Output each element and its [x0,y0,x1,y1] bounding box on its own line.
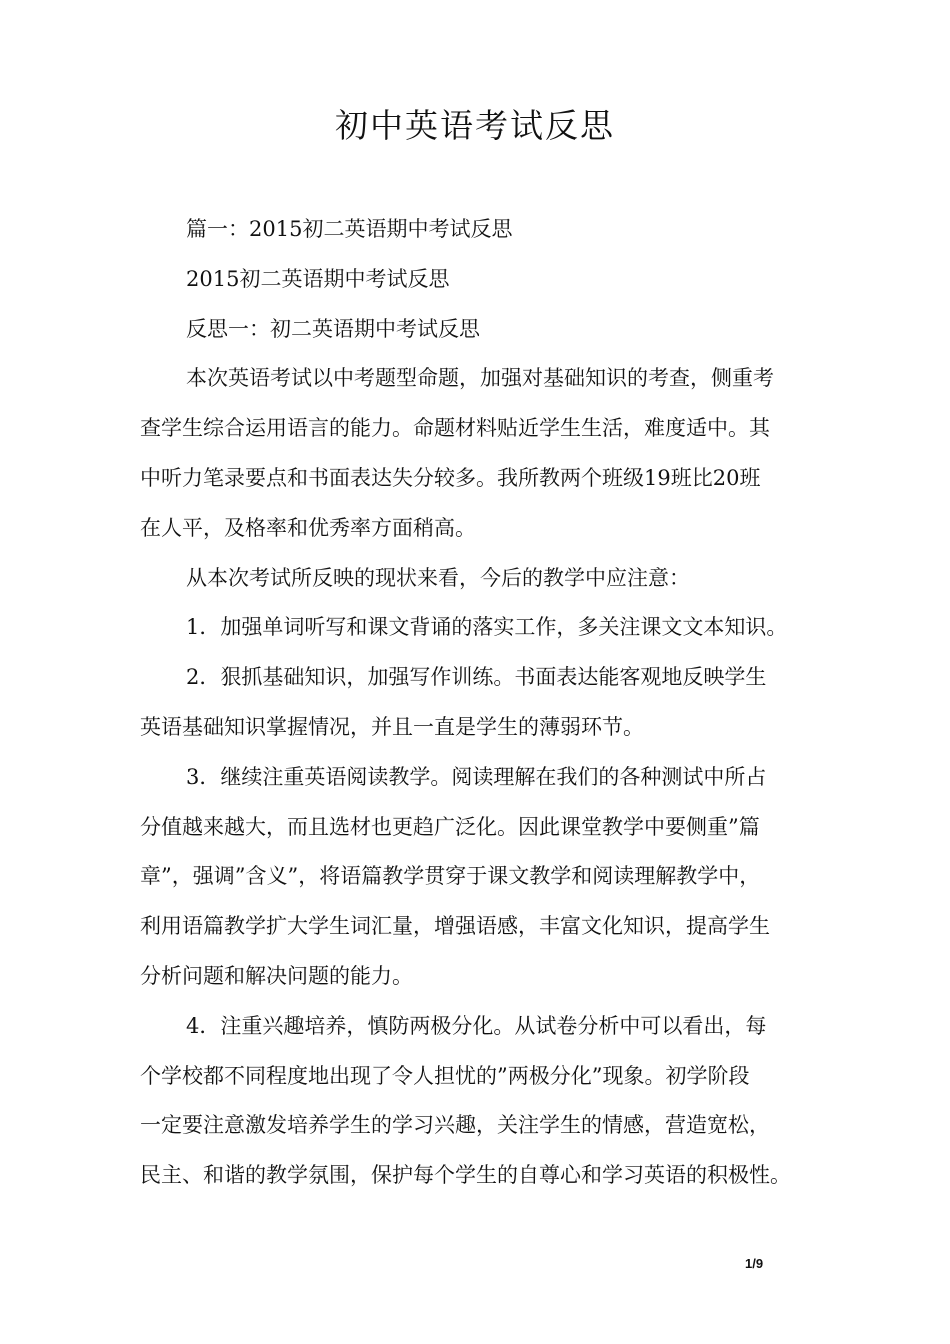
list-item: 2．狠抓基础知识，加强写作训练。书面表达能客观地反映学生 [186,665,767,690]
section-heading: 篇一：2015初二英语期中考试反思 [186,217,513,241]
list-item-continuation: 分析问题和解决问题的能力。 [140,963,413,988]
paragraph-line: 在人平，及格率和优秀率方面稍高。 [140,515,476,540]
list-item: 1．加强单词听写和课文背诵的落实工作，多关注课文文本知识。 [186,615,788,640]
paragraph-line: 中听力笔录要点和书面表达失分较多。我所教两个班级19班比20班 [140,465,761,490]
page-number: 1/9 [745,1256,764,1271]
list-item-continuation: 分值越来越大，而且选材也更趋广泛化。因此课堂教学中要侧重”篇 [140,814,760,839]
list-item-continuation: 利用语篇教学扩大学生词汇量，增强语感，丰富文化知识，提高学生 [140,914,770,939]
subheading: 反思一：初二英语期中考试反思 [186,316,480,341]
list-item-continuation: 个学校都不同程度地出现了令人担忧的”两极分化”现象。初学阶段 [140,1063,750,1088]
paragraph-line: 从本次考试所反映的现状来看，今后的教学中应注意： [186,565,690,590]
list-item-continuation: 英语基础知识掌握情况，并且一直是学生的薄弱环节。 [140,714,644,739]
document-title: 初中英语考试反思 [335,106,615,145]
list-item-continuation: 章”，强调”含义”，将语篇教学贯穿于课文教学和阅读理解教学中， [140,864,761,889]
subheading: 2015初二英语期中考试反思 [186,266,450,291]
paragraph-line: 本次英语考试以中考题型命题，加强对基础知识的考查，侧重考 [186,366,774,391]
document-body [140,205,820,1201]
list-item-continuation: 民主、和谐的教学氛围，保护每个学生的自尊心和学习英语的积极性。 [140,1163,791,1188]
paragraph-line: 查学生综合运用语言的能力。命题材料贴近学生生活，难度适中。其 [140,416,770,441]
list-item: 4．注重兴趣培养，慎防两极分化。从试卷分析中可以看出，每 [186,1013,767,1038]
list-item: 3．继续注重英语阅读教学。阅读理解在我们的各种测试中所占 [186,764,767,789]
list-item-continuation: 一定要注意激发培养学生的学习兴趣，关注学生的情感，营造宽松， [140,1113,770,1138]
